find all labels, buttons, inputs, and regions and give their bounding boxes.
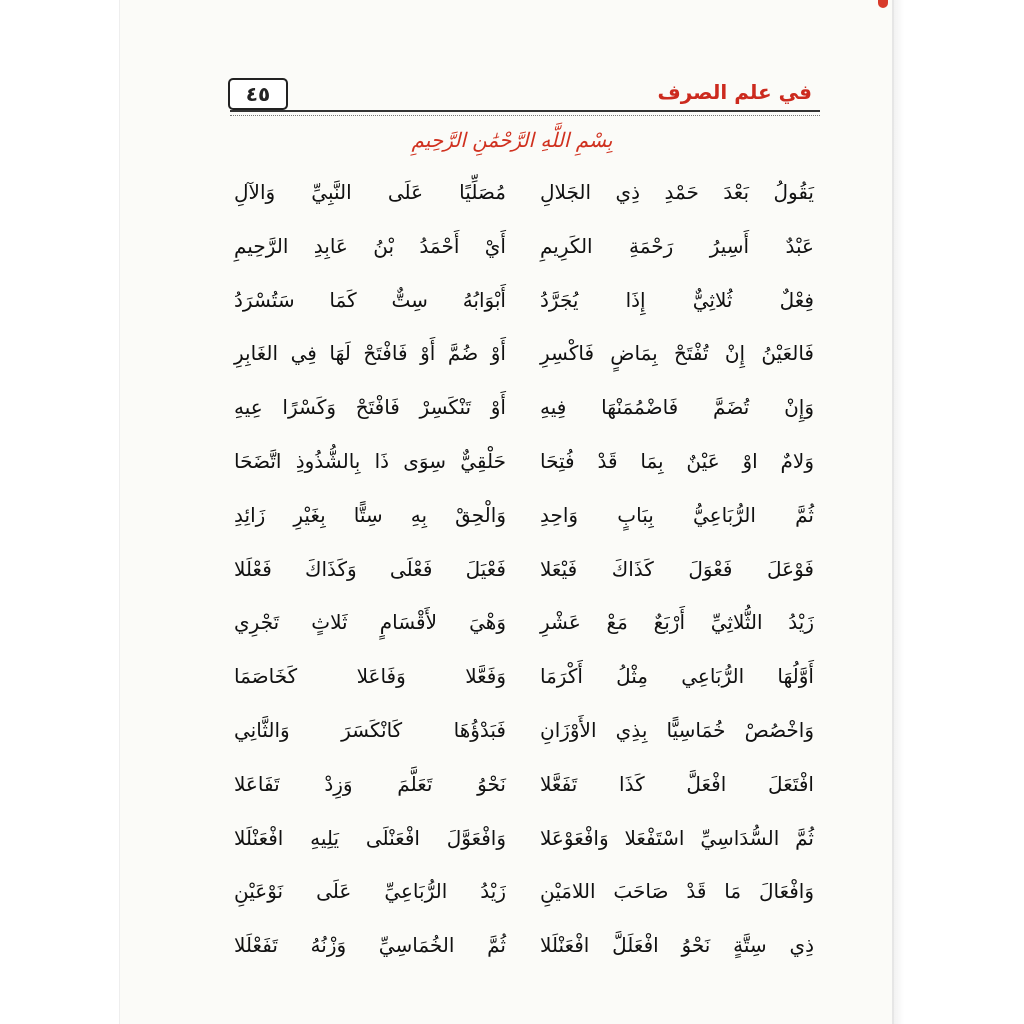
verse-second-hemistich: أَيْ أَحْمَدُ بْنُ عَابِدِ الرَّحِيمِ <box>234 233 506 258</box>
verse-second-hemistich: أَبْوَابُهُ سِتٌّ كَمَا سَتُسْرَدُ <box>234 287 506 312</box>
verse-second-hemistich: مُصَلِّيًا عَلَى النَّبِيِّ وَالآلِ <box>234 180 506 204</box>
verse-second-hemistich: وَافْعَوَّلَ افْعَنْلَى يَلِيهِ افْعَنْلَلا <box>234 825 506 850</box>
verse-row <box>228 818 816 872</box>
verse-second-hemistich: أَوْ تَنْكَسِرْ فَافْتَحْ وَكَسْرًا عِيهِ <box>234 395 506 420</box>
verse-first-hemistich: فِعْلٌ ثُلاثِيٌّ إِذَا يُجَرَّدُ <box>540 287 814 312</box>
verse-first-hemistich: ثُمَّ الرُّبَاعِيُّ بِبَابٍ وَاحِدِ <box>540 502 814 527</box>
verse-second-hemistich: ثُمَّ الخُمَاسِيِّ وَزْنُهُ تَفَعْلَلا <box>234 933 506 958</box>
verse-row <box>228 495 816 549</box>
verse-row <box>228 333 816 387</box>
verse-row <box>228 172 816 226</box>
header-rule <box>230 110 820 112</box>
verse-second-hemistich: وَفَعَّلا وَفَاعَلا كَخَاصَمَا <box>234 664 506 689</box>
verse-row <box>228 441 816 495</box>
verse-first-hemistich: عَبْدٌ أَسِيرُ رَحْمَةِ الكَرِيمِ <box>540 233 814 258</box>
verse-first-hemistich: ثُمَّ السُّدَاسِيِّ اسْتَفْعَلا وَافْعَوْعَلا <box>540 825 814 850</box>
verse-first-hemistich: يَقُولُ بَعْدَ حَمْدِ ذِي الجَلالِ <box>540 180 814 204</box>
verse-first-hemistich: فَالعَيْنُ إِنْ تُفْتَحْ بِمَاضٍ فَاكْسِرِ <box>540 341 814 366</box>
verse-row <box>228 602 816 656</box>
running-title: في علم الصرف <box>657 80 812 104</box>
verse-first-hemistich: وَاخْصُصْ خُمَاسِيًّا بِذِي الأَوْزَانِ <box>540 718 814 742</box>
verse-first-hemistich: فَوْعَلَ فَعْوَلَ كَذَاكَ فَيْعَلا <box>540 556 814 581</box>
verse-first-hemistich: افْتَعَلَ افْعَلَّ كَذَا تَفَعَّلا <box>540 771 814 796</box>
page-number: ٤٥ <box>228 78 288 110</box>
verse-row <box>228 764 816 818</box>
verse-second-hemistich: حَلْقِيٌّ سِوَى ذَا بِالشُّذُوذِ اتَّضَحَا <box>234 449 506 473</box>
verse-second-hemistich: فَعْيَلَ فَعْلَى وَكَذَاكَ فَعْلَلا <box>234 556 506 581</box>
verse-row <box>228 387 816 441</box>
basmala: بِسْمِ اللَّهِ الرَّحْمَٰنِ الرَّحِيمِ <box>411 128 613 152</box>
verse-row <box>228 871 816 925</box>
verse-second-hemistich: وَهْيَ لأَقْسَامٍ ثَلاثٍ تَجْرِي <box>234 610 506 635</box>
verse-second-hemistich: وَالْحِقْ بِهِ سِتًّا بِغَيْرِ زَائِدِ <box>234 502 506 527</box>
verse-first-hemistich: وَافْعَالَ مَا قَدْ صَاحَبَ اللامَيْنِ <box>540 879 814 904</box>
header-rule-ornament <box>230 115 820 116</box>
verse-first-hemistich: وَإِنْ تُضَمَّ فَاضْمُمَنْهَا فِيهِ <box>540 395 814 420</box>
verse-first-hemistich: ذِي سِتَّةٍ نَحْوُ افْعَلَلَّ افْعَنْلَلا <box>540 933 814 958</box>
verse-second-hemistich: زَيْدُ الرُّبَاعِيِّ عَلَى نَوْعَيْنِ <box>234 879 506 904</box>
verse-first-hemistich: أَوَّلُهَا الرُّبَاعِي مِثْلُ أَكْرَمَا <box>540 664 814 689</box>
verse-first-hemistich: وَلامٌ اوْ عَيْنٌ بِمَا قَدْ فُتِحَا <box>540 449 814 473</box>
verse-row <box>228 710 816 764</box>
verse-row <box>228 925 816 979</box>
page-header <box>220 74 820 124</box>
verse-second-hemistich: أَوْ ضُمَّ أَوْ فَافْتَحْ لَهَا فِي الغَابِرِ <box>234 341 506 366</box>
verse-row <box>228 280 816 334</box>
verse-first-hemistich: زَيْدُ الثُّلاثِيِّ أَرْبَعٌ مَعْ عَشْرِ <box>540 610 814 635</box>
verse-row <box>228 226 816 280</box>
verse-second-hemistich: فَبَدْؤُهَا كَانْكَسَرَ وَالثَّانِي <box>234 718 506 742</box>
verse-row <box>228 656 816 710</box>
verse-row <box>228 549 816 603</box>
verse-second-hemistich: نَحْوُ تَعَلَّمَ وَزِدْ تَفَاعَلا <box>234 771 506 796</box>
